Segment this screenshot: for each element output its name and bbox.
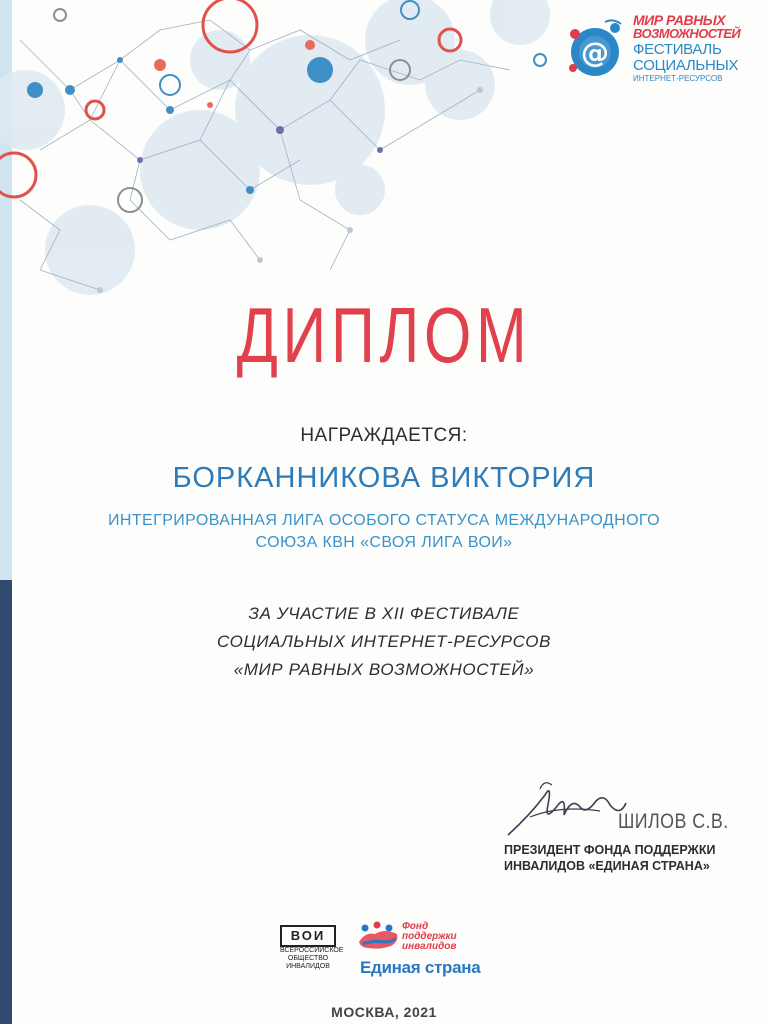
reason-line-2: СОЦИАЛЬНЫХ ИНТЕРНЕТ-РЕСУРСОВ — [216, 632, 552, 651]
organization — [40, 510, 728, 554]
at-sign-people-icon — [565, 16, 625, 80]
voi-text-line-2: ОБЩЕСТВО — [287, 955, 329, 962]
organization-line-1: ИНТЕГРИРОВАННАЯ ЛИГА ОСОБОГО СТАТУСА МЕЖДУНАРОДНОГО — [108, 512, 660, 529]
logo-line-2: ВОЗМОЖНОСТЕЙ — [633, 26, 741, 41]
signer-title-line-1: ПРЕЗИДЕНТ ФОНДА ПОДДЕРЖКИ — [504, 843, 716, 857]
reason-line-3: «МИР РАВНЫХ ВОЗМОЖНОСТЕЙ» — [233, 660, 535, 679]
voi-text-line-3: ИНВАЛИДОВ — [286, 963, 330, 970]
fund-name: Единая страна — [360, 958, 481, 977]
handwritten-signature — [500, 775, 630, 845]
voi-logo-text — [280, 947, 344, 971]
logo-mark-symbol: @ — [581, 36, 609, 69]
fund-line-3: инвалидов — [402, 941, 457, 952]
voi-logo-mark: ВОИ — [280, 925, 336, 947]
festival-logo — [565, 8, 741, 86]
logo-line-5: ИНТЕРНЕТ-РЕСУРСОВ — [633, 74, 723, 83]
molecule-network-decoration — [0, 0, 560, 310]
fund-line-1: Фонд — [402, 921, 429, 932]
organization-line-2: СОЮЗА КВН «СВОЯ ЛИГА ВОИ» — [255, 534, 513, 551]
signer-name: ШИЛОВ С.В. — [618, 810, 729, 833]
logo-line-3: ФЕСТИВАЛЬ — [633, 41, 722, 58]
award-reason — [0, 600, 768, 684]
signer-title-line-2: ИНВАЛИДОВ «ЕДИНАЯ СТРАНА» — [504, 859, 710, 873]
voi-text-line-1: ВСЕРОССИЙСКОЕ — [280, 947, 344, 954]
fund-line-2: поддержки — [402, 931, 457, 942]
signer-title — [504, 842, 744, 874]
diploma-title: ДИПЛОМ — [236, 291, 532, 379]
reason-line-1: ЗА УЧАСТИЕ В XII ФЕСТИВАЛЕ — [248, 604, 520, 623]
recipient-name: БОРКАННИКОВА ВИКТОРИЯ — [172, 462, 596, 494]
city-year: МОСКВА, 2021 — [331, 1004, 437, 1020]
fund-logo — [355, 920, 485, 980]
logo-line-1: МИР РАВНЫХ — [633, 12, 726, 28]
logo-line-4: СОЦИАЛЬНЫХ — [633, 57, 739, 74]
voi-logo — [280, 925, 344, 979]
awarded-label: НАГРАЖДАЕТСЯ: — [300, 425, 468, 446]
russia-map-people-icon — [355, 920, 401, 956]
